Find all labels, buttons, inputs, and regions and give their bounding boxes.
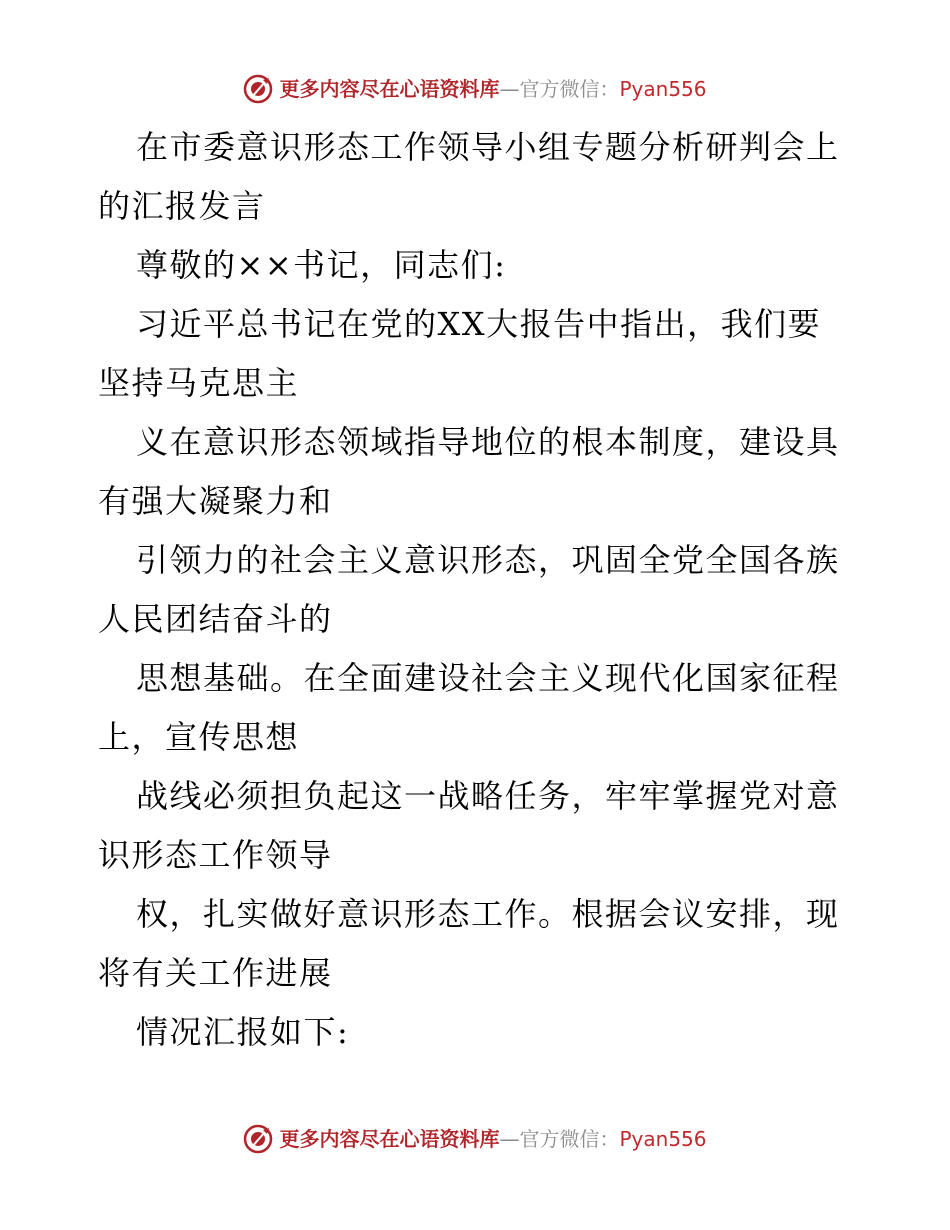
text-line: 上，宣传思想 xyxy=(98,718,300,756)
text-line: 识形态工作领导 xyxy=(98,836,333,874)
watermark-brand-text: 更多内容尽在心语资料库 xyxy=(279,1127,500,1151)
watermark-wechat-id: Pyan556 xyxy=(619,77,707,101)
text-line: 坚持马克思主 xyxy=(98,364,300,402)
text-line: 习近平总书记在党的XX大报告中指出，我们要 xyxy=(136,305,822,343)
watermark-brand-text: 更多内容尽在心语资料库 xyxy=(279,77,500,101)
document-body xyxy=(98,118,858,1062)
header-watermark xyxy=(0,74,950,104)
text-line: 尊敬的××书记，同志们: xyxy=(136,246,507,284)
watermark-wechat-id: Pyan556 xyxy=(619,1127,707,1151)
text-line: 战线必须担负起这一战略任务，牢牢掌握党对意 xyxy=(136,777,840,815)
quill-seal-icon xyxy=(243,1124,273,1154)
text-line: 有强大凝聚力和 xyxy=(98,482,333,520)
watermark-wechat-label: —官方微信： xyxy=(499,77,620,101)
watermark-wechat-label: —官方微信： xyxy=(499,1127,620,1151)
text-line: 引领力的社会主义意识形态，巩固全党全国各族 xyxy=(136,541,840,579)
text-line: 将有关工作进展 xyxy=(98,954,333,992)
footer-watermark xyxy=(0,1124,950,1154)
text-line: 权，扎实做好意识形态工作。根据会议安排，现 xyxy=(136,895,840,933)
text-line: 的汇报发言 xyxy=(98,187,266,225)
text-line: 人民团结奋斗的 xyxy=(98,600,333,638)
text-line: 思想基础。在全面建设社会主义现代化国家征程 xyxy=(136,659,840,697)
text-line: 情况汇报如下: xyxy=(136,1013,350,1051)
text-line: 义在意识形态领域指导地位的根本制度，建设具 xyxy=(136,423,840,461)
quill-seal-icon xyxy=(243,74,273,104)
text-line: 在市委意识形态工作领导小组专题分析研判会上 xyxy=(136,128,840,166)
